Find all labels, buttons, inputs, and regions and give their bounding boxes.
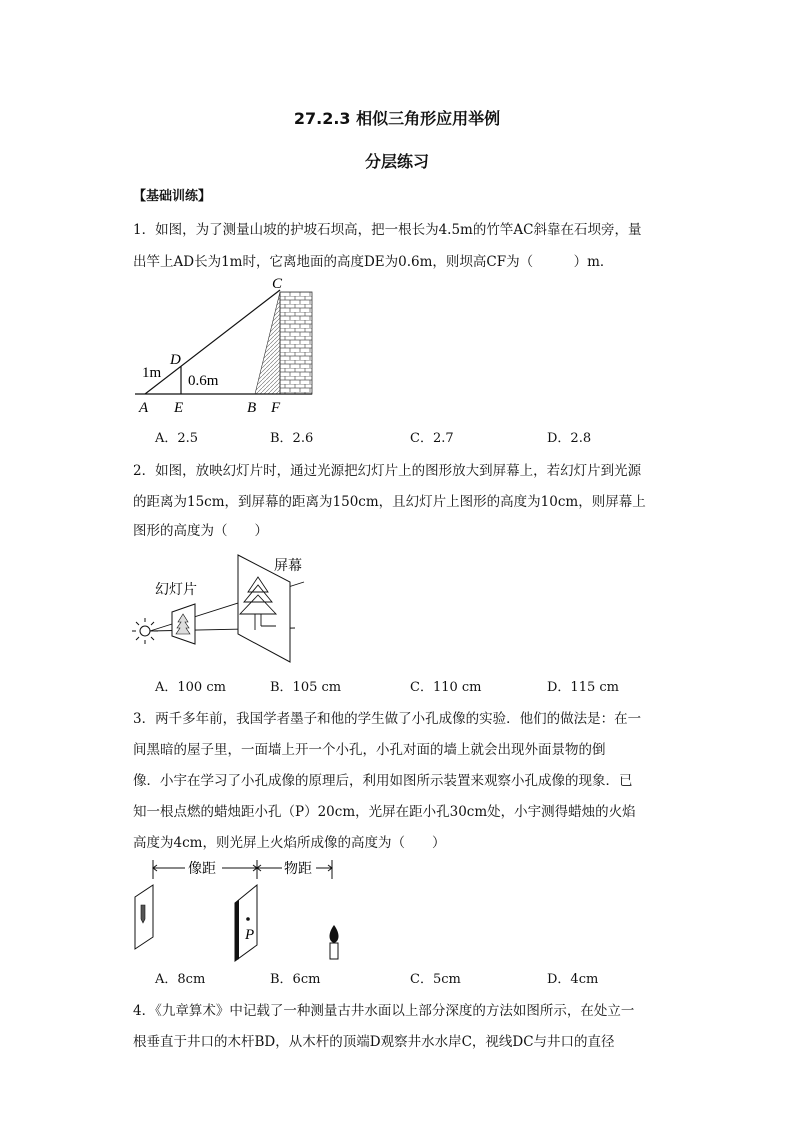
q3-text-line-5: 高度为4cm，则光屏上火焰所成像的高度为（ ） <box>133 835 446 851</box>
page-title: 27.2.3 相似三角形应用举例 <box>293 109 501 128</box>
label-a: A <box>139 400 149 416</box>
q2-option-d[interactable]: D．115 cm <box>547 680 619 695</box>
q1-text-line-2: 出竿上AD长为1m时，它离地面的高度DE为0.6m，则坝高CF为（ ）m． <box>133 254 614 270</box>
q2-option-a[interactable]: A．100 cm <box>155 680 226 695</box>
q4-text-line-1: 4．《九章算术》中记载了一种测量古井水面以上部分深度的方法如图所示，在处立一 <box>133 1003 635 1019</box>
q2-projector-figure <box>130 552 320 667</box>
label-de-length: 0.6m <box>188 373 219 389</box>
candle-flame-icon <box>330 925 339 943</box>
q3-text-line-3: 像．小宇在学习了小孔成像的原理后，利用如图所示装置来观察小孔成像的现象．已 <box>133 773 633 789</box>
q4-text-line-2: 根垂直于井口的木杆BD，从木杆的顶端D观察井水水岸C，视线DC与井口的直径 <box>133 1034 615 1050</box>
image-distance-label: 像距 <box>188 862 216 877</box>
label-p: P <box>245 927 255 943</box>
q3-option-a[interactable]: A．8cm <box>155 972 206 987</box>
page-subtitle: 分层练习 <box>364 152 429 171</box>
q2-option-b[interactable]: B．105 cm <box>270 680 342 695</box>
screen-label: 屏幕 <box>274 559 302 574</box>
section-heading: 【基础训练】 <box>133 189 212 204</box>
dam-wall <box>280 292 312 394</box>
q3-text-line-1: 3．两千多年前，我国学者墨子和他的学生做了小孔成像的实验．他们的做法是：在一 <box>133 711 642 727</box>
q1-option-c[interactable]: C．2.7 <box>410 431 454 446</box>
q3-text-line-2: 间黑暗的屋子里，一面墙上开一个小孔，小孔对面的墙上就会出现外面景物的倒 <box>133 742 606 758</box>
q2-text-line-2: 的距离为15cm，到屏幕的距离为150cm，且幻灯片上图形的高度为10cm，则屏幕上 <box>133 494 646 510</box>
q3-option-d[interactable]: D．4cm <box>547 972 599 987</box>
label-d: D <box>170 352 181 368</box>
q2-option-c[interactable]: C．110 cm <box>410 680 482 695</box>
q2-text-line-3: 图形的高度为（ ） <box>133 523 268 539</box>
q1-option-d[interactable]: D．2.8 <box>547 431 592 446</box>
q1-dam-figure <box>130 272 330 422</box>
label-ad-length: 1m <box>142 365 162 381</box>
q1-option-b[interactable]: B．2.6 <box>270 431 314 446</box>
slide-label: 幻灯片 <box>155 583 197 598</box>
q3-pinhole-figure <box>130 855 350 965</box>
label-c: C <box>272 276 283 292</box>
q3-option-c[interactable]: C．5cm <box>410 972 461 987</box>
candle-icon <box>330 943 338 959</box>
q3-option-b[interactable]: B．6cm <box>270 972 321 987</box>
q1-option-a[interactable]: A．2.5 <box>155 431 199 446</box>
dam-slope <box>255 292 280 394</box>
label-f: F <box>271 400 281 416</box>
label-b: B <box>247 400 257 416</box>
object-distance-label: 物距 <box>284 862 312 877</box>
q2-text-line-1: 2．如图，放映幻灯片时，通过光源把幻灯片上的图形放大到屏幕上，若幻灯片到光源 <box>133 463 642 479</box>
pinhole-point <box>246 917 250 921</box>
q1-text-line-1: 1．如图，为了测量山坡的护坡石坝高，把一根长为4.5m的竹竿AC斜靠在石坝旁，量 <box>133 222 642 238</box>
q3-text-line-4: 知一根点燃的蜡烛距小孔（P）20cm，光屏在距小孔30cm处，小宇测得蜡烛的火焰 <box>133 804 636 820</box>
inverted-image-icon <box>141 905 145 923</box>
label-e: E <box>174 400 184 416</box>
